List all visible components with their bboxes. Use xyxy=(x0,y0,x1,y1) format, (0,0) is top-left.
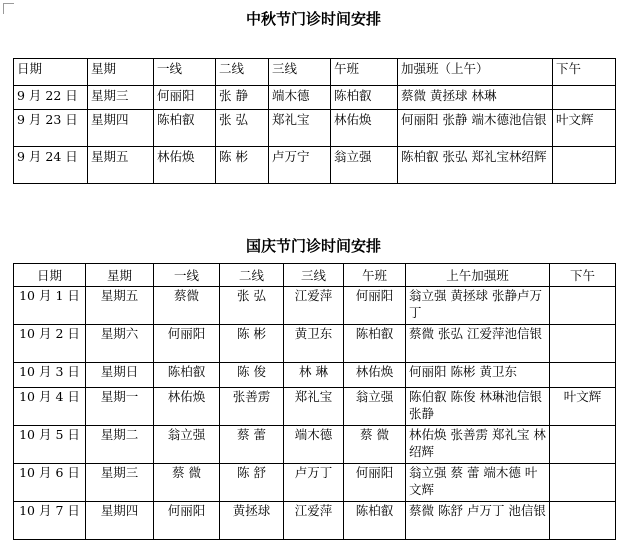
noon-shift-cell: 翁立强 xyxy=(344,388,406,426)
header-cell: 一线 xyxy=(154,264,220,287)
weekday-cell: 星期一 xyxy=(86,388,154,426)
date-cell: 9 月 22 日 xyxy=(14,86,88,110)
noon-shift-cell: 陈柏叡 xyxy=(344,502,406,540)
second-line-cell: 陈 彬 xyxy=(216,147,269,184)
afternoon-cell xyxy=(553,147,616,184)
table-row xyxy=(14,464,616,502)
reinforce-shift-cell: 何丽阳 陈彬 黄卫东 xyxy=(406,363,550,388)
weekday-cell: 星期日 xyxy=(86,363,154,388)
afternoon-cell xyxy=(550,464,616,502)
first-line-cell: 何丽阳 xyxy=(154,86,216,110)
third-line-cell: 端木德 xyxy=(269,86,331,110)
date-cell: 9 月 23 日 xyxy=(14,110,88,147)
third-line-cell: 卢万宁 xyxy=(269,147,331,184)
first-line-cell: 林佑焕 xyxy=(154,147,216,184)
header-cell: 三线 xyxy=(284,264,344,287)
header-cell: 午班 xyxy=(331,59,398,86)
reinforce-shift-cell: 蔡微 张弘 江爱萍池信银 xyxy=(406,325,550,363)
afternoon-cell xyxy=(550,502,616,540)
date-cell: 10 月 1 日 xyxy=(14,287,86,325)
noon-shift-cell: 翁立强 xyxy=(331,147,398,184)
reinforce-shift-cell: 翁立强 蔡 蕾 端木德 叶文辉 xyxy=(406,464,550,502)
afternoon-cell xyxy=(550,426,616,464)
header-cell: 一线 xyxy=(154,59,216,86)
date-cell: 10 月 5 日 xyxy=(14,426,86,464)
table-row xyxy=(14,287,616,325)
noon-shift-cell: 林佑焕 xyxy=(331,110,398,147)
header-cell: 下午 xyxy=(553,59,616,86)
reinforce-shift-cell: 陈柏叡 张弘 郑礼宝林绍辉 xyxy=(398,147,553,184)
header-cell: 日期 xyxy=(14,264,86,287)
second-line-cell: 张 弘 xyxy=(216,110,269,147)
weekday-cell: 星期二 xyxy=(86,426,154,464)
table-row xyxy=(14,426,616,464)
date-cell: 10 月 4 日 xyxy=(14,388,86,426)
first-line-cell: 陈柏叡 xyxy=(154,363,220,388)
reinforce-shift-cell: 蔡微 黄拯球 林琳 xyxy=(398,86,553,110)
second-line-cell: 张善雳 xyxy=(220,388,284,426)
weekday-cell: 星期六 xyxy=(86,325,154,363)
third-line-cell: 江爱萍 xyxy=(284,502,344,540)
weekday-cell: 星期三 xyxy=(86,464,154,502)
first-line-cell: 何丽阳 xyxy=(154,502,220,540)
date-cell: 9 月 24 日 xyxy=(14,147,88,184)
afternoon-cell: 叶文辉 xyxy=(553,110,616,147)
mid-autumn-schedule-table xyxy=(13,58,616,184)
noon-shift-cell: 何丽阳 xyxy=(344,464,406,502)
mid-autumn-title: 中秋节门诊时间安排 xyxy=(245,10,381,28)
second-line-cell: 张 弘 xyxy=(220,287,284,325)
table-row xyxy=(14,86,616,110)
second-line-cell: 陈 舒 xyxy=(220,464,284,502)
weekday-cell: 星期四 xyxy=(86,502,154,540)
header-cell: 上午加强班 xyxy=(406,264,550,287)
header-cell: 二线 xyxy=(216,59,269,86)
table-row xyxy=(14,502,616,540)
header-cell: 午班 xyxy=(344,264,406,287)
first-line-cell: 林佑焕 xyxy=(154,388,220,426)
first-line-cell: 蔡微 xyxy=(154,287,220,325)
reinforce-shift-cell: 蔡微 陈舒 卢万丁 池信银 xyxy=(406,502,550,540)
header-cell: 加强班（上午） xyxy=(398,59,553,86)
noon-shift-cell: 林佑焕 xyxy=(344,363,406,388)
weekday-cell: 星期五 xyxy=(86,287,154,325)
header-cell: 二线 xyxy=(220,264,284,287)
table-row xyxy=(14,363,616,388)
reinforce-shift-cell: 林佑焕 张善雳 郑礼宝 林绍辉 xyxy=(406,426,550,464)
afternoon-cell xyxy=(550,325,616,363)
first-line-cell: 陈柏叡 xyxy=(154,110,216,147)
header-cell: 下午 xyxy=(550,264,616,287)
afternoon-cell xyxy=(553,86,616,110)
national-day-schedule-table xyxy=(13,263,616,540)
weekday-cell: 星期三 xyxy=(88,86,154,110)
noon-shift-cell: 蔡 微 xyxy=(344,426,406,464)
noon-shift-cell: 何丽阳 xyxy=(344,287,406,325)
afternoon-cell xyxy=(550,287,616,325)
second-line-cell: 张 静 xyxy=(216,86,269,110)
header-cell: 日期 xyxy=(14,59,88,86)
first-line-cell: 翁立强 xyxy=(154,426,220,464)
third-line-cell: 郑礼宝 xyxy=(284,388,344,426)
noon-shift-cell: 陈柏叡 xyxy=(344,325,406,363)
reinforce-shift-cell: 何丽阳 张静 端木德池信银 xyxy=(398,110,553,147)
third-line-cell: 江爱萍 xyxy=(284,287,344,325)
second-line-cell: 陈 彬 xyxy=(220,325,284,363)
header-cell: 三线 xyxy=(269,59,331,86)
third-line-cell: 卢万丁 xyxy=(284,464,344,502)
table-header-row xyxy=(14,264,616,287)
second-line-cell: 陈 俊 xyxy=(220,363,284,388)
date-cell: 10 月 2 日 xyxy=(14,325,86,363)
afternoon-cell xyxy=(550,363,616,388)
reinforce-shift-cell: 翁立强 黄拯球 张静卢万丁 xyxy=(406,287,550,325)
noon-shift-cell: 陈柏叡 xyxy=(331,86,398,110)
weekday-cell: 星期五 xyxy=(88,147,154,184)
national-day-title: 国庆节门诊时间安排 xyxy=(245,237,381,255)
table-row xyxy=(14,325,616,363)
table-row xyxy=(14,110,616,147)
header-cell: 星期 xyxy=(88,59,154,86)
first-line-cell: 何丽阳 xyxy=(154,325,220,363)
date-cell: 10 月 6 日 xyxy=(14,464,86,502)
third-line-cell: 林 琳 xyxy=(284,363,344,388)
date-cell: 10 月 7 日 xyxy=(14,502,86,540)
third-line-cell: 黄卫东 xyxy=(284,325,344,363)
second-line-cell: 黄拯球 xyxy=(220,502,284,540)
header-cell: 星期 xyxy=(86,264,154,287)
reinforce-shift-cell: 陈伯叡 陈俊 林琳池信银 张静 xyxy=(406,388,550,426)
afternoon-cell: 叶文辉 xyxy=(550,388,616,426)
date-cell: 10 月 3 日 xyxy=(14,363,86,388)
table-row xyxy=(14,388,616,426)
first-line-cell: 蔡 微 xyxy=(154,464,220,502)
weekday-cell: 星期四 xyxy=(88,110,154,147)
third-line-cell: 端木德 xyxy=(284,426,344,464)
table-row xyxy=(14,147,616,184)
second-line-cell: 蔡 蕾 xyxy=(220,426,284,464)
third-line-cell: 郑礼宝 xyxy=(269,110,331,147)
table-header-row xyxy=(14,59,616,86)
